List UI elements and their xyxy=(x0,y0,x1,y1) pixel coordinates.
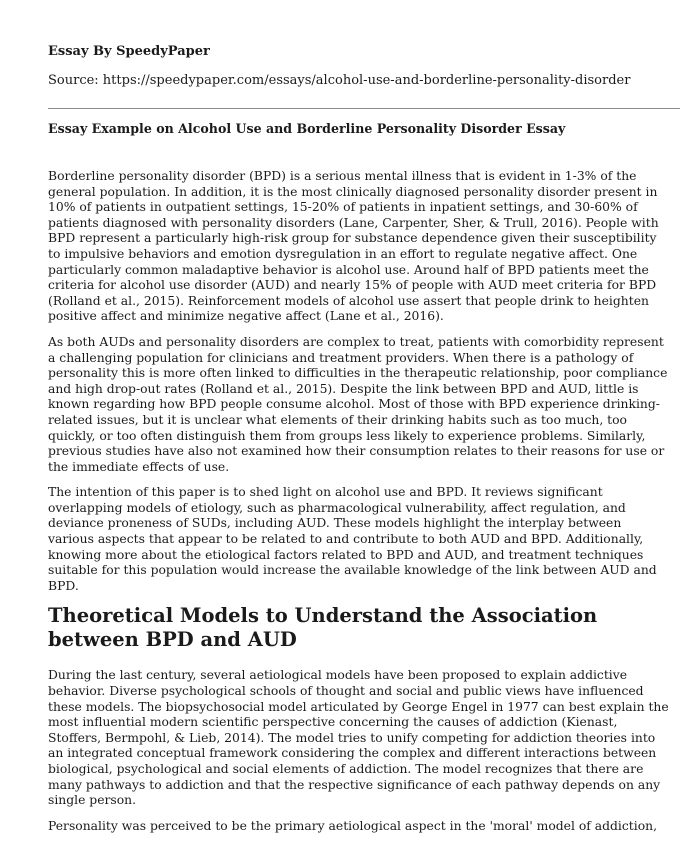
paragraph: The intention of this paper is to shed light on alcohol use and BPD. It reviews significant overlapping models of etiology, such as pharmacological vulnerability, affect regulation, and deviance proneness of SUDs, including AUD. These models highlight the interplay between various aspects that appear to be related to and contribute to both AUD and BPD. Additionally, knowing more about the etiological factors related to BPD and AUD, and treatment techniques suitable for this population would increase the available knowledge of the link between AUD and BPD. xyxy=(48,485,657,593)
paragraph: As both AUDs and personality disorders are complex to treat, patients with comorbidity represent a challenging population for clinicians and treatment providers. When there is a pathology of personality this is more often linked to difficulties in the therapeutic relationship, poor compliance and high drop-out rates (Rolland et al., 2015). Despite the link between BPD and AUD, little is known regarding how BPD people consume alcohol. Most of those with BPD experience drinking-related issues, but it is unclear what elements of their drinking habits such as too much, too quickly, or too often distinguish them from groups less likely to experience problems. Similarly, previous studies have also not examined how their consumption relates to their reasons for use or the immediate effects of use. xyxy=(48,334,668,474)
essay-title: Essay Example on Alcohol Use and Borderline Personality Disorder Essay xyxy=(48,121,566,136)
paragraph: During the last century, several aetiological models have been proposed to explain addictive behavior. Diverse psychological schools of thought and social and public views have influenced these models. The biopsychosocial model articulated by George Engel in 1977 can best explain the most influential modern scientific perspective concerning the causes of addiction (Kienast, Stoffers, Bermpohl, & Lieb, 2014). The model tries to unify competing for addiction theories into an integrated conceptual framework considering the complex and different interactions between biological, psychological and social elements of addiction. The model recognizes that there are many pathways to addiction and that the respective significance of each pathway depends on any single person. xyxy=(48,668,669,808)
source-url: Source: https://speedypaper.com/essays/alcohol-use-and-borderline-personality-disorder xyxy=(48,73,631,88)
essay-body xyxy=(48,169,670,844)
paragraph: Personality was perceived to be the primary aetiological aspect in the 'moral' model of addiction, xyxy=(48,818,658,833)
section-heading: Theoretical Models to Understand the Association between BPD and AUD xyxy=(48,604,598,652)
essay-brand: Essay By SpeedyPaper xyxy=(48,44,210,59)
header-divider xyxy=(48,108,680,109)
paragraph: Borderline personality disorder (BPD) is a serious mental illness that is evident in 1-3% of the general population. In addition, it is the most clinically diagnosed personality disorder present in 10% of patients in outpatient settings, 15-20% of patients in inpatient settings, and 30-60% of patients diagnosed with personality disorders (Lane, Carpenter, Sher, & Trull, 2016). People with BPD represent a particularly high-risk group for substance dependence given their susceptibility to impulsive behaviors and emotion dysregulation in an effort to regulate negative affect. One particularly common maladaptive behavior is alcohol use. Around half of BPD patients meet the criteria for alcohol use disorder (AUD) and nearly 15% of people with AUD meet criteria for BPD (Rolland et al., 2015). Reinforcement models of alcohol use assert that people drink to heighten positive affect and minimize negative affect (Lane et al., 2016). xyxy=(48,169,659,324)
